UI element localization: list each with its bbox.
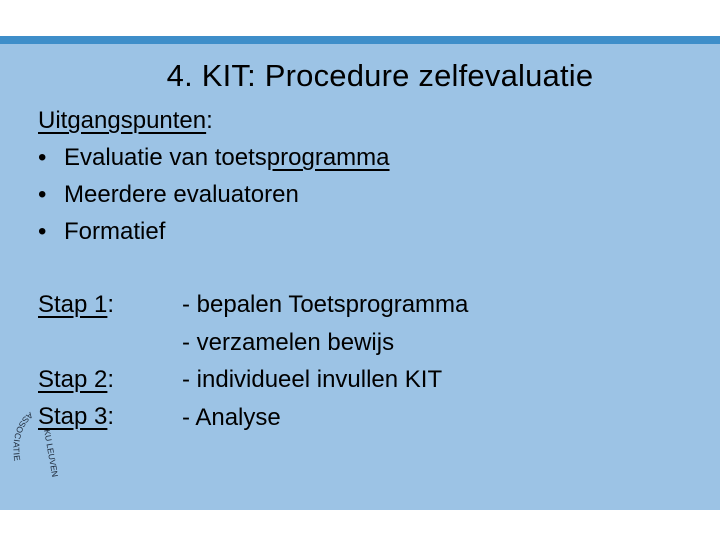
uitgangspunten-block — [38, 102, 390, 250]
uitgangspunten-heading — [38, 102, 390, 139]
bullet-icon: • — [38, 181, 47, 208]
bullet-icon: • — [38, 218, 47, 245]
associatie-ku-leuven-seal-icon — [8, 404, 68, 494]
list-item-text: Evaluatie van toetsprogramma — [64, 144, 390, 171]
step-descriptions — [182, 286, 468, 436]
header-accent-bar — [0, 36, 720, 44]
uitgangspunten-colon: : — [206, 107, 213, 134]
step-1: Stap 1: — [38, 291, 115, 318]
step-description: - individueel invullen KIT — [182, 366, 443, 393]
step-label: Stap 1 — [38, 291, 108, 318]
step-description: - Analyse — [182, 403, 281, 431]
step-3: Stap 3: — [38, 403, 115, 430]
slide-title: 4. KIT: Procedure zelfevaluatie — [166, 58, 594, 93]
uitgangspunten-label: Uitgangspunten — [38, 107, 207, 134]
step-label: Stap 2 — [38, 366, 108, 393]
step-description: - bepalen Toetsprogramma — [182, 291, 469, 318]
list-item-text: Formatief — [64, 218, 166, 245]
list-item — [38, 213, 390, 250]
step-label: Stap 3 — [38, 403, 108, 430]
list-item-text: Meerdere evaluatoren — [64, 181, 299, 208]
list-item — [38, 176, 390, 213]
list-item — [38, 139, 390, 176]
step-description: - verzamelen bewijs — [182, 328, 395, 356]
step-2: Stap 2: — [38, 366, 115, 393]
svg-text:KU LEUVEN: KU LEUVEN — [42, 428, 61, 478]
bullet-icon: • — [38, 144, 47, 171]
svg-text:ASSOCIATIE: ASSOCIATIE — [11, 410, 35, 463]
